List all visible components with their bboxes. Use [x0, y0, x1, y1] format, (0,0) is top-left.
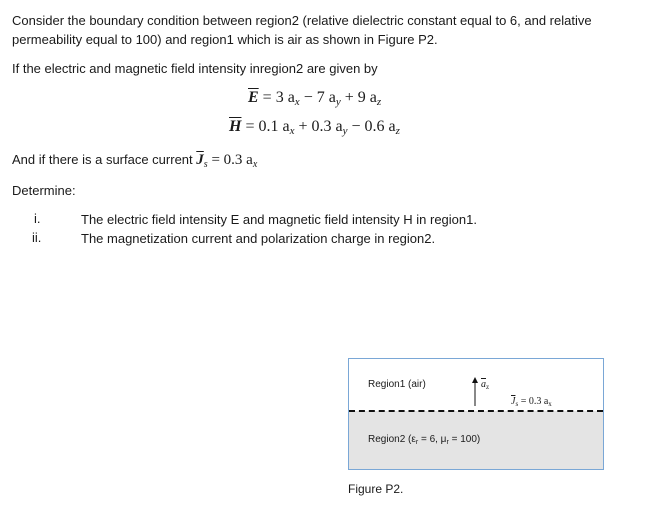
intro-line-2: permeability equal to 100) and region1 which is air as shown in Figure P2.	[12, 32, 438, 47]
intro-line-1: Consider the boundary condition between region2 (relative dielectric constant equal to 6, and relative	[12, 13, 592, 28]
equation-h: $\overline{H} = 0.1$ $a_x + 0.3$ $a_y - 0.6$ $a_z$	[229, 118, 400, 137]
figure-p2	[348, 358, 604, 470]
task-text-2: The magnetization current and polarization charge in region2.	[81, 231, 436, 246]
determine-label: Determine:	[12, 183, 76, 198]
boundary-line	[349, 410, 603, 412]
figure-caption: Figure P2.	[348, 482, 404, 496]
surface-current-line: And if there is a surface current $\overline{J}_s = 0.3$ $a_x$	[12, 152, 258, 170]
az-label: $\overline{a}_z$	[481, 379, 490, 391]
given-line: If the electric and magnetic field intensity inregion2 are given by	[12, 61, 378, 76]
az-arrow-icon	[470, 377, 480, 407]
task-text-1: The electric field intensity E and magnetic field intensity H in region1.	[81, 212, 477, 227]
region1-label: Region1 (air)	[368, 379, 426, 390]
task-numeral-2: ii.	[32, 230, 42, 245]
equation-e: $\overline{E} = 3$ $a_x - 7$ $a_y + 9$ $a_z$	[248, 89, 382, 108]
region2-label: Region2 ($\varepsilon_r = 6$, $\mu_r = 100$)	[368, 434, 481, 446]
js-label: $\overline{J}_s = 0.3$ $a_x$	[511, 396, 552, 408]
task-numeral-1: i.	[34, 211, 41, 226]
